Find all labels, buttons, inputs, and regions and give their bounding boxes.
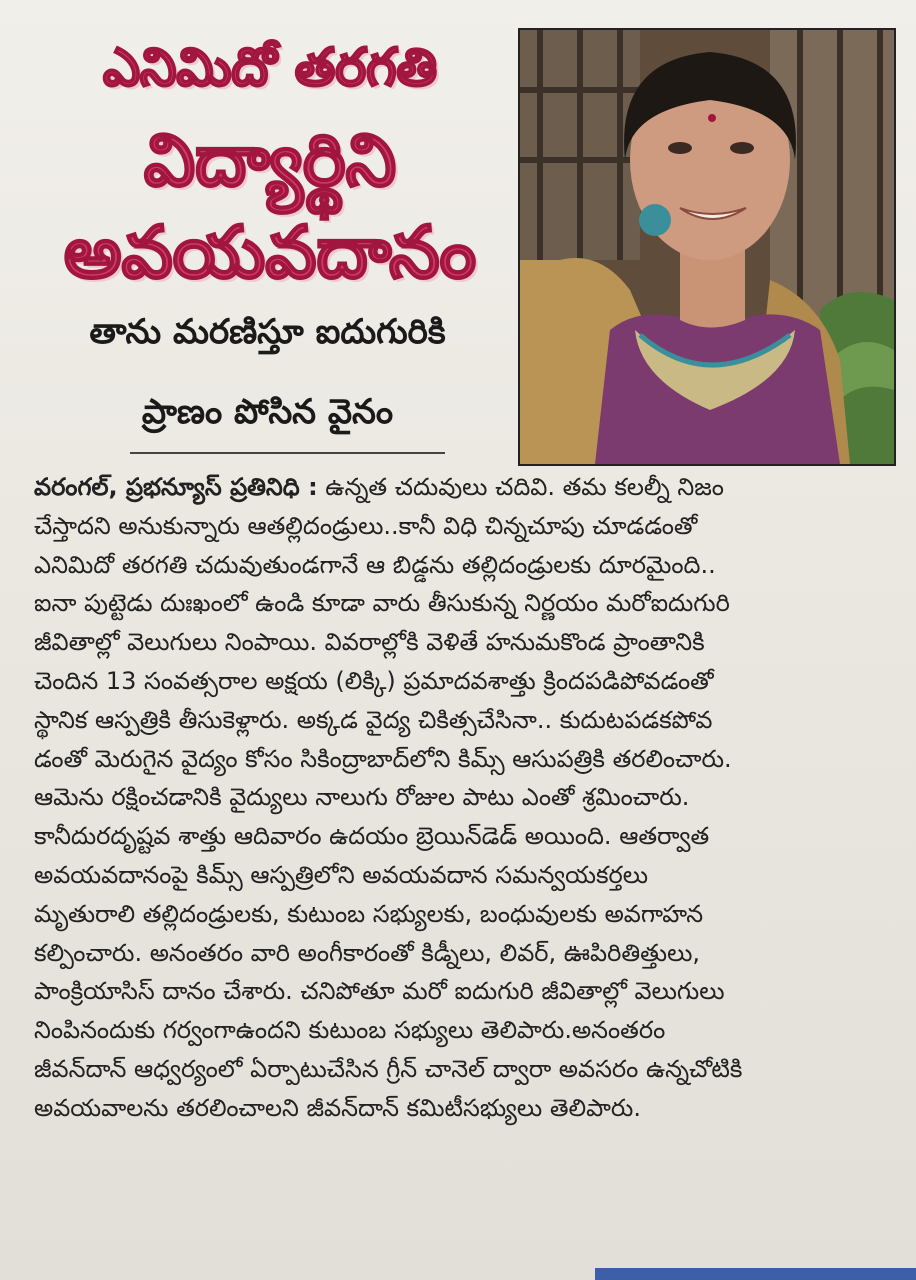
article-text-line: స్థానిక ఆస్పత్రికి తీసుకెళ్లారు. అక్కడ వైద్య చికిత్సచేసినా.. కుదుటపడకపోవ xyxy=(34,705,713,734)
headline-line-2: విద్యార్థిని xyxy=(143,118,397,202)
article-text-line: మృతురాలి తల్లిదండ్రులకు, కుటుంబ సభ్యులకు, బంధువులకు అవగాహన xyxy=(34,899,704,928)
article-text-line: ఆమెను రక్షించడానికి వైద్యులు నాలుగు రోజుల పాటు ఎంతో శ్రమించారు. xyxy=(34,783,690,812)
article-text-line: కల్పించారు. అనంతరం వారి అంగీకారంతో కిడ్నీలు, లివర్, ఊపిరితిత్తులు, xyxy=(34,938,701,967)
article-text-line: కానీదురదృష్టవ శాత్తు ఆదివారం ఉదయం బ్రెయిన్‌డెడ్ అయింది. ఆతర్వాత xyxy=(34,822,710,851)
article-text-line: చెందిన 13 సంవత్సరాల అక్షయ (లిక్కి) ప్రమాదవశాత్తు క్రిందపడిపోవడంతో xyxy=(34,666,714,695)
headline-line-1: ఎనిమిదో తరగతి xyxy=(102,38,438,98)
article-text-line: అవయవదానంపై కిమ్స్ ఆస్పత్రిలోని అవయవదాన సమన్వయకర్తలు xyxy=(34,860,649,889)
headline-line-3: అవయవదానం xyxy=(63,210,477,294)
article-text-line: ఎనిమిదో తరగతి చదువుతుండగానే ఆ బిడ్డను తల్లిదండ్రులకు దూరమైంది.. xyxy=(34,550,716,579)
next-article-edge xyxy=(595,1268,916,1280)
article-text-line: చేస్తాదని అనుకున్నారు ఆతల్లిదండ్రులు..కానీ విధి చిన్నచూపు చూడడంతో xyxy=(34,511,698,540)
article-text-line: అవయవాలను తరలించాలని జీవన్‌దాన్ కమిటీసభ్యులు తెలిపారు. xyxy=(34,1093,641,1122)
article-text-line: జీవితాల్లో వెలుగులు నింపాయి. వివరాల్లోకి వెళితే హనుమకొండ ప్రాంతానికి xyxy=(34,628,705,657)
article-first-line xyxy=(34,468,904,507)
student-photo xyxy=(518,28,896,466)
article-text-line: ఉన్నత చదువులు చదివి. తమ కలల్నీ నిజం xyxy=(317,473,724,501)
article-text-line: నింపినందుకు గర్వంగాఉందని కుటుంబ సభ్యులు తెలిపారు.అనంతరం xyxy=(34,1016,666,1045)
article-text-line: జీవన్‌దాన్ ఆధ్వర్యంలో ఏర్పాటుచేసిన గ్రీన్ చానెల్ ద్వారా అవసరం ఉన్నచోటికి xyxy=(34,1054,743,1083)
subheadline-line-2: ప్రాణం పోసిన వైనం xyxy=(141,392,394,432)
headline-divider xyxy=(130,452,445,454)
article-text-line: ఐనా పుట్టెడు దుఃఖంలో ఉండి కూడా వారు తీసుకున్న నిర్ణయం మరోఐదుగురి xyxy=(34,589,730,618)
dateline: వరంగల్, ప్రభన్యూస్ ప్రతినిధి : xyxy=(34,473,318,501)
article-body xyxy=(34,468,904,1128)
article-text-line: పాంక్రియాసిస్ దానం చేశారు. చనిపోతూ మరో ఐదుగురి జీవితాల్లో వెలుగులు xyxy=(34,977,725,1006)
article-text-line: డంతో మెరుగైన వైద్యం కోసం సికింద్రాబాద్‌లోని కిమ్స్ ఆసుపత్రికి తరలించారు. xyxy=(34,744,732,773)
subheadline-line-1: తాను మరణిస్తూ ఐదుగురికి xyxy=(89,312,446,352)
